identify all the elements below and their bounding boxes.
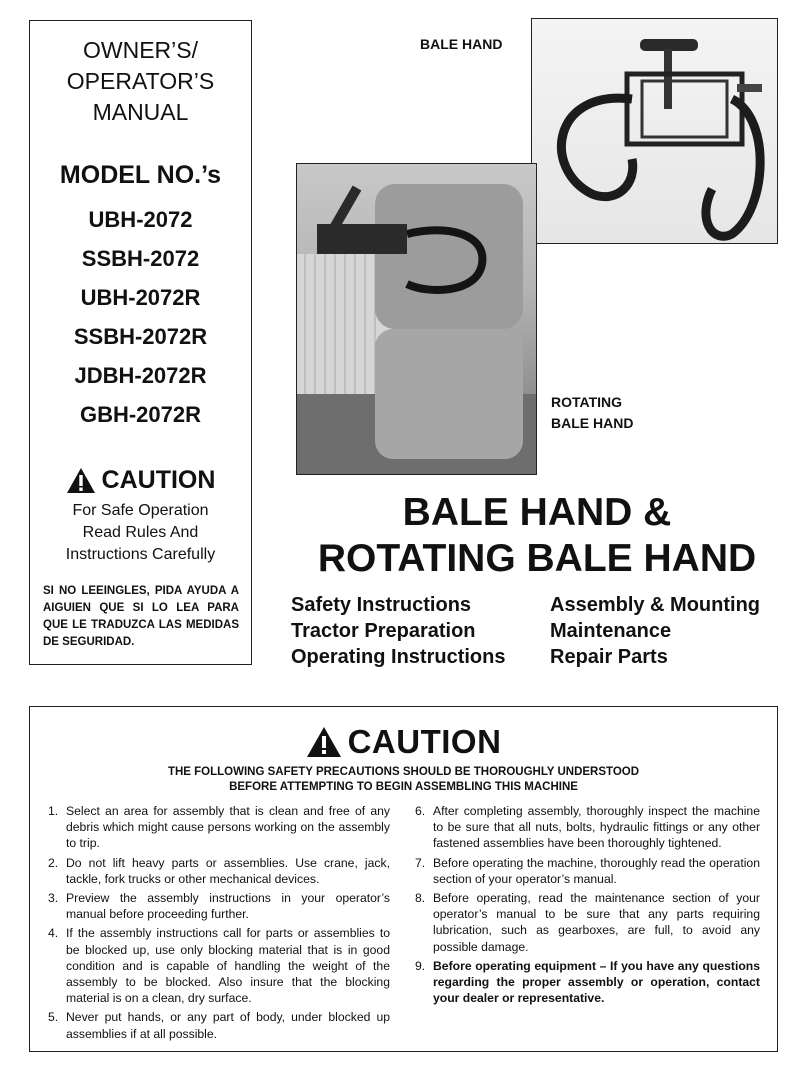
manual-type-line: OPERATOR’S [66, 68, 215, 94]
model-numbers-heading: MODEL NO.’s [59, 161, 222, 189]
model-number: GBH-2072R [79, 402, 202, 427]
rotating-bale-hand-photo-label [551, 392, 633, 434]
contents-item: Repair Parts [550, 646, 668, 668]
precaution-list-right [415, 803, 760, 1009]
model-number: UBH-2072R [80, 285, 201, 310]
cover-info-panel [29, 20, 252, 665]
caution-title: CAUTION [347, 723, 502, 760]
manual-title-line: BALE HAND & [402, 491, 672, 534]
manual-title-line: ROTATING BALE HAND [317, 537, 757, 580]
item-text: Never put hands, or any part of body, under blocked up assemblies if at all possible. [66, 1010, 390, 1041]
item-text: Before operating equipment – If you have any questions regarding the proper assembly or operation, contact your dealer or representative. [433, 958, 760, 1006]
precaution-heading-line: BEFORE ATTEMPTING TO BEGIN ASSEMBLING THIS MACHINE [229, 781, 578, 793]
precaution-item [48, 1009, 390, 1041]
bale-hand-photo-label: BALE HAND [420, 36, 503, 52]
model-number: UBH-2072 [88, 207, 193, 232]
model-number: SSBH-2072R [73, 324, 208, 349]
item-number: 2. [48, 855, 59, 870]
contents-item: Assembly & Mounting [550, 594, 761, 616]
item-number: 4. [48, 926, 59, 941]
safe-operation-line: Read Rules And [82, 524, 199, 541]
precaution-item [415, 890, 760, 955]
safe-operation-line: Instructions Carefully [65, 546, 216, 563]
safe-operation-line: For Safe Operation [72, 502, 209, 519]
manual-type-line: OWNER’S/ [83, 37, 198, 63]
precaution-item [48, 855, 390, 887]
bale-hand-photo [531, 18, 778, 244]
contents-list-right [550, 592, 760, 670]
safe-operation-note [30, 500, 251, 566]
item-text: Do not lift heavy parts or assemblies. Use crane, jack, tackle, fork trucks or other mechanical devices. [66, 855, 390, 886]
item-number: 7. [415, 855, 426, 870]
assembly-safety-box [29, 706, 778, 1052]
item-number: 9. [415, 958, 426, 973]
contents-item: Operating Instructions [291, 646, 506, 668]
manual-type [30, 35, 251, 128]
item-number: 3. [48, 891, 59, 906]
item-text: Select an area for assembly that is clean and free of any debris which might cause persons working on the assembly to trip. [66, 804, 390, 851]
warning-triangle-icon [66, 467, 96, 494]
precaution-heading-line: THE FOLLOWING SAFETY PRECAUTIONS SHOULD BE THOROUGHLY UNDERSTOOD [167, 766, 640, 778]
precaution-item [48, 803, 390, 852]
rotating-label-line: BALE HAND [551, 415, 634, 431]
spanish-safety-notice: SI NO LEEINGLES, PIDA AYUDA A AIGUIEN QUE SI LO LEA PARA QUE LE TRADUZCA LAS MEDIDAS DE SEGURIDAD. [43, 585, 239, 648]
contents-item: Tractor Preparation [291, 620, 476, 642]
contents-list-left [291, 592, 505, 670]
item-number: 8. [415, 891, 426, 906]
precaution-heading [30, 765, 777, 795]
item-text: If the assembly instructions call for parts or assemblies to be blocked up, use only blocking material that is in good condition and is capable of handling the weight of the assembly to be blocked. Also insure that the blocking material is on a clean, dry surface. [66, 926, 390, 1006]
item-number: 5. [48, 1010, 59, 1025]
precaution-item [415, 855, 760, 887]
item-text: Preview the assembly instructions in your operator’s manual before proceeding further. [66, 891, 390, 922]
rotating-bale-hand-photo [296, 163, 537, 475]
warning-triangle-icon [306, 726, 342, 758]
precaution-item [48, 890, 390, 922]
precaution-item [415, 803, 760, 852]
item-number: 1. [48, 804, 59, 818]
model-number: JDBH-2072R [74, 363, 207, 388]
model-number: SSBH-2072 [81, 246, 200, 271]
model-number-list [30, 200, 251, 434]
item-text: After completing assembly, thoroughly inspect the machine to be sure that all nuts, bolts, hydraulic fittings or any other fastened assemblies have been thoroughly tightened. [433, 804, 760, 851]
caution-header [30, 723, 777, 761]
contents-item: Maintenance [550, 620, 672, 642]
precaution-item [415, 958, 760, 1007]
manual-title [296, 490, 778, 582]
precaution-list-left [48, 803, 390, 1045]
rotating-label-line: ROTATING [551, 394, 623, 410]
manual-type-line: MANUAL [92, 99, 189, 125]
caution-label: CAUTION [101, 466, 216, 494]
item-text: Before operating, read the maintenance section of your operator’s manual to be sure that any parts requiring lubrication, such as gearboxes, are full, to avoid any possible damage. [433, 891, 760, 954]
item-number: 6. [415, 804, 426, 818]
precaution-item [48, 925, 390, 1006]
contents-item: Safety Instructions [291, 594, 472, 616]
caution-notice [30, 466, 251, 495]
item-text: Before operating the machine, thoroughly read the operation section of your operator’s manual. [433, 855, 760, 886]
